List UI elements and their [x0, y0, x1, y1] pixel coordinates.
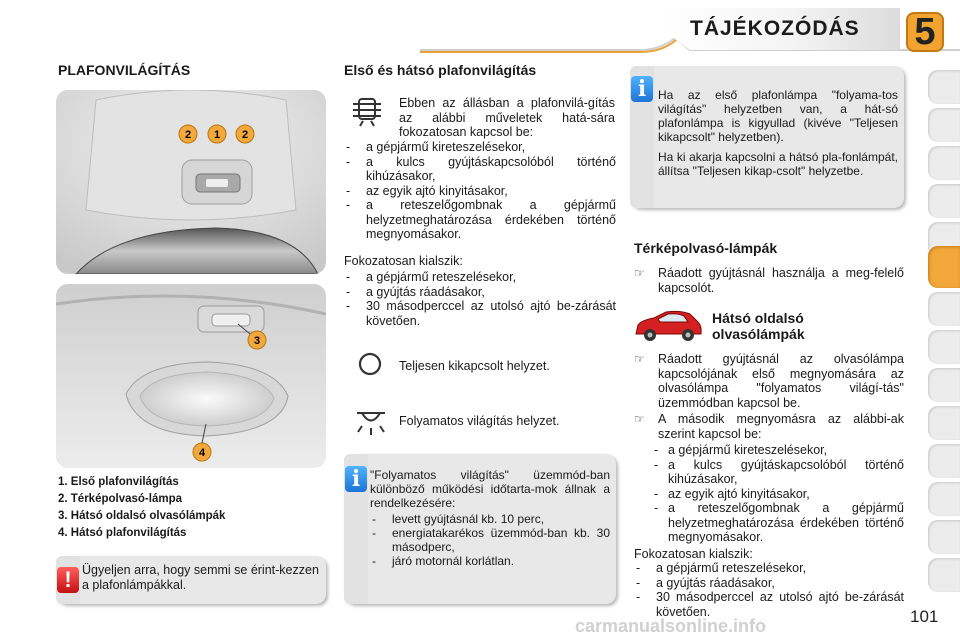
info-icon: i: [631, 76, 653, 102]
photo-marker-2b: 2: [241, 129, 249, 141]
on-conditions-list: [344, 140, 616, 242]
rear-off-intro: Fokozatosan kialszik:: [634, 546, 753, 561]
section-title-front-rear: Első és hátsó plafonvilágítás: [344, 62, 537, 78]
list-item: - a gyújtás ráadásakor,: [634, 576, 904, 591]
chapter-tab-2[interactable]: [928, 108, 960, 142]
chapter-tab-13[interactable]: [928, 558, 960, 592]
off-position-text: Teljesen kikapcsolt helyzet.: [399, 359, 550, 373]
list-item: - a reteszelőgombnak a gépjármű helyzetmeghatározása érdekében történő megnyomásakor.: [634, 501, 904, 545]
list-item: - az egyik ajtó kinyitásakor,: [634, 487, 904, 502]
list-item: - a gépjármű kireteszelésekor,: [634, 443, 904, 458]
legend-item-4: 4. Hátsó plafonvilágítás: [58, 527, 187, 539]
photo-marker-2a: 2: [184, 129, 192, 141]
section-title-plafonvilagitas: PLAFONVILÁGÍTÁS: [58, 62, 191, 78]
on-position-icon: [354, 404, 388, 438]
door-mode-icon: [350, 94, 384, 128]
chapter-tab-4[interactable]: [928, 184, 960, 218]
watermark: carmanualsonline.info: [575, 616, 767, 636]
photo-front-ceiling-lamp: [56, 90, 326, 274]
chapter-tab-7[interactable]: [928, 330, 960, 364]
durations-intro: "Folyamatos világítás" üzemmód-ban különböző működési időtarta-mok állnak a rendelkezésére:: [370, 468, 610, 510]
chapter-tab-11[interactable]: [928, 482, 960, 516]
pointer-icon: ☞: [634, 352, 645, 366]
list-item: - a gépjármű kireteszelésekor,: [344, 140, 616, 155]
pointer-icon: ☞: [634, 412, 645, 426]
door-mode-intro: Ebben az állásban a plafonvilá-gítás az alábbi műveletek hatá-sára fokozatosan kapcsol be:: [399, 96, 615, 139]
info-box-rear-lamp: [630, 66, 904, 208]
legend-item-2: 2. Térképolvasó-lámpa: [58, 493, 182, 505]
info-icon: i: [345, 466, 367, 492]
warning-icon: !: [57, 567, 79, 593]
photo-rear-ceiling-lamps: [56, 284, 326, 468]
list-item: - a gépjármű reteszelésekor,: [344, 270, 616, 285]
off-position-icon: [356, 350, 384, 378]
list-item: - az egyik ajtó kinyitásakor,: [344, 184, 616, 199]
map-lamp-instruction: ☞ Ráadott gyújtásnál használja a meg-felelő kapcsolót.: [634, 266, 904, 295]
list-item: - a gyújtás ráadásakor,: [344, 285, 616, 300]
list-item: - levett gyújtásnál kb. 10 perc,: [370, 512, 610, 526]
section-title-rear-side-lamps: Hátsó oldalsó olvasólámpák: [712, 310, 805, 342]
pointer-icon: ☞: [634, 266, 645, 280]
page-title: TÁJÉKOZÓDÁS: [690, 17, 860, 40]
list-item: - a kulcs gyújtáskapcsolóból történő kihúzásakor,: [634, 458, 904, 487]
chapter-tab-8[interactable]: [928, 368, 960, 402]
rear-lamp-note-2: Ha ki akarja kapcsolni a hátsó pla-fonlámpát, állítsa "Teljesen kikap-csolt" helyzetbe.: [658, 150, 898, 178]
warning-text: Ügyeljen arra, hogy semmi se érint-kezzen a plafonlámpákkal.: [82, 563, 319, 592]
warning-box: [56, 556, 326, 604]
chapter-tab-6[interactable]: [928, 292, 960, 326]
rear-lamp-off-list: [634, 561, 904, 619]
chapter-tab-5-active[interactable]: [928, 246, 960, 288]
photo-marker-4: 4: [198, 447, 206, 459]
photo-marker-3: 3: [253, 335, 261, 347]
chapter-tab-3[interactable]: [928, 146, 960, 180]
rear-lamp-item-2: ☞ A második megnyomásra az alábbi-ak szerint kapcsol be:: [634, 412, 904, 441]
list-item: - 30 másodperccel az utolsó ajtó be-zárását követően.: [344, 299, 616, 328]
rear-lamp-note-1: Ha az első plafonlámpa "folyama-tos világítás" helyzetben van, a hát-só plafonlámpa is kigyullad (kivéve "Teljesen kikapcsolt" helyzetben).: [658, 88, 898, 144]
photo-marker-1: 1: [213, 129, 221, 141]
list-item: - a kulcs gyújtáskapcsolóból történő kihúzásakor,: [344, 155, 616, 184]
info-box-durations: [344, 454, 616, 604]
chapter-tab-1[interactable]: [928, 70, 960, 104]
on-position-text: Folyamatos világítás helyzet.: [399, 414, 560, 428]
page-number: 101: [910, 607, 939, 626]
rear-lamp-on-list: [634, 443, 904, 545]
off-conditions-list: [344, 270, 616, 328]
section-title-map-lamps: Térképolvasó-lámpák: [634, 240, 778, 256]
chapter-tab-9[interactable]: [928, 406, 960, 440]
chapter-tab-12[interactable]: [928, 520, 960, 554]
photo-legend: [58, 474, 225, 542]
rear-lamp-instructions: [634, 352, 904, 619]
list-item: - 30 másodperccel az utolsó ajtó be-zárását követően.: [634, 590, 904, 619]
list-item: - energiatakarékos üzemmód-ban kb. 30 másodperc,: [370, 526, 610, 554]
chapter-number: 5: [914, 11, 936, 53]
legend-item-1: 1. Első plafonvilágítás: [58, 476, 179, 488]
list-item: - a reteszelőgombnak a gépjármű helyzetmeghatározása érdekében történő megnyomásakor.: [344, 198, 616, 242]
off-intro: Fokozatosan kialszik:: [344, 254, 463, 268]
rear-lamp-item-1: ☞ Ráadott gyújtásnál az olvasólámpa kapcsolójának első megnyomására az olvasólámpa "folyamatos világí-tás" üzemmódban kapcsol be.: [634, 352, 904, 410]
durations-list: [370, 512, 610, 568]
list-item: - a gépjármű reteszelésekor,: [634, 561, 904, 576]
legend-item-3: 3. Hátsó oldalsó olvasólámpák: [58, 510, 226, 522]
list-item: - járó motornál korlátlan.: [370, 554, 610, 568]
car-rear-lamp-icon: [632, 308, 704, 344]
chapter-tab-10[interactable]: [928, 444, 960, 478]
